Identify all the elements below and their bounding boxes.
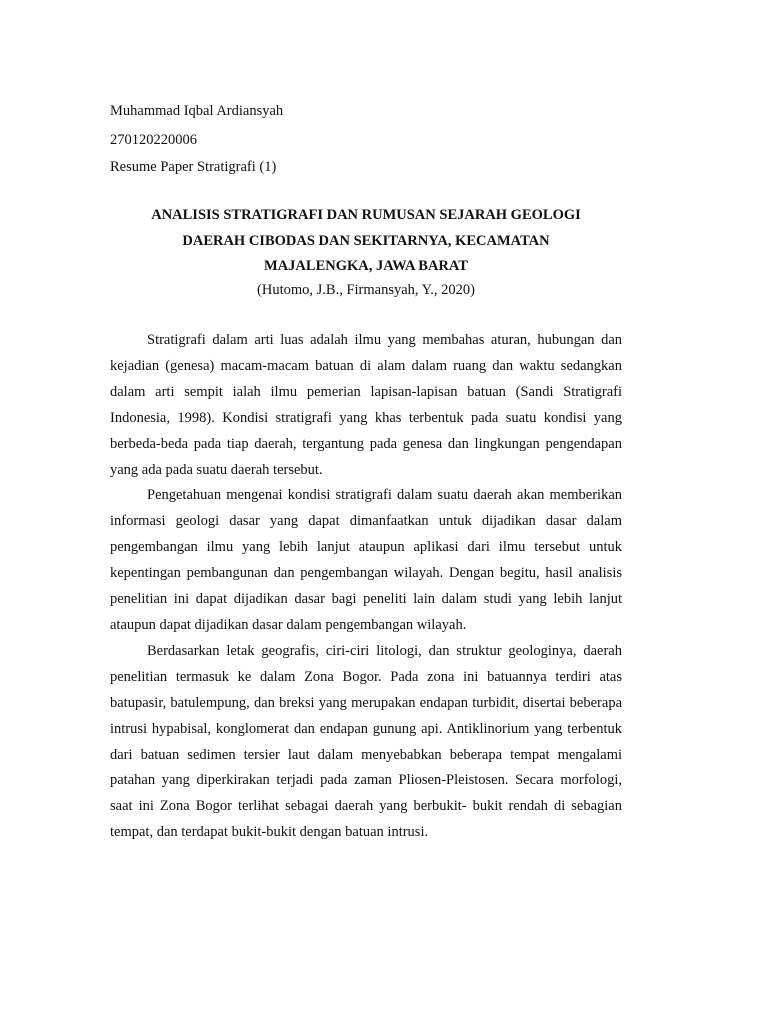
document-label: Resume Paper Stratigrafi (1) xyxy=(110,159,277,175)
student-id: 270120220006 xyxy=(110,132,197,148)
title-line-2: DAERAH CIBODAS DAN SEKITARNYA, KECAMATAN xyxy=(182,233,550,249)
body-text xyxy=(110,328,622,846)
paragraph-3: Berdasarkan letak geografis, ciri-ciri litologi, dan struktur geologinya, daerah penelitian termasuk ke dalam Zona Bogor. Pada zona ini batuannya terdiri atas batupasir, batulempung, dan breksi yang merupakan endapan turbidit, disertai beberapa intrusi hypabisal, konglomerat dan endapan gunung api. Antiklinorium yang terbentuk dari batuan sedimen tersier laut dalam menyebabkan beberapa tempat mengalami patahan yang diperkirakan terjadi pada zaman Pliosen-Pleistosen. Secara morfologi, saat ini Zona Bogor terlihat sebagai daerah yang berbukit- bukit rendah di sebagian tempat, dan terdapat bukit-bukit dengan batuan intrusi. xyxy=(110,642,622,841)
title-line-3: MAJALENGKA, JAWA BARAT xyxy=(264,258,468,274)
citation: (Hutomo, J.B., Firmansyah, Y., 2020) xyxy=(257,282,475,298)
paragraph-1: Stratigrafi dalam arti luas adalah ilmu yang membahas aturan, hubungan dan kejadian (genesa) macam-macam batuan di alam dalam ruang dan waktu sedangkan dalam arti sempit ialah ilmu pemerian lapisan-lapisan batuan (Sandi Stratigrafi Indonesia, 1998). Kondisi stratigrafi yang khas terbentuk pada suatu kondisi yang berbeda-beda pada tiap daerah, tergantung pada genesa dan lingkungan pengendapan yang ada pada suatu daerah tersebut. xyxy=(110,332,622,478)
paragraph-2: Pengetahuan mengenai kondisi stratigrafi dalam suatu daerah akan memberikan informasi geologi dasar yang dapat dimanfaatkan untuk dijadikan dasar dalam pengembangan ilmu yang lebih lanjut ataupun aplikasi dari ilmu tersebut untuk kepentingan pembangunan dan pengembangan wilayah. Dengan begitu, hasil analisis penelitian ini dapat dijadikan dasar bagi peneliti lain dalam studi yang lebih lanjut ataupun dapat dijadikan dasar dalam pengembangan wilayah. xyxy=(110,487,622,633)
title-line-1: ANALISIS STRATIGRAFI DAN RUMUSAN SEJARAH GEOLOGI xyxy=(151,207,581,223)
author-name: Muhammad Iqbal Ardiansyah xyxy=(110,103,284,119)
